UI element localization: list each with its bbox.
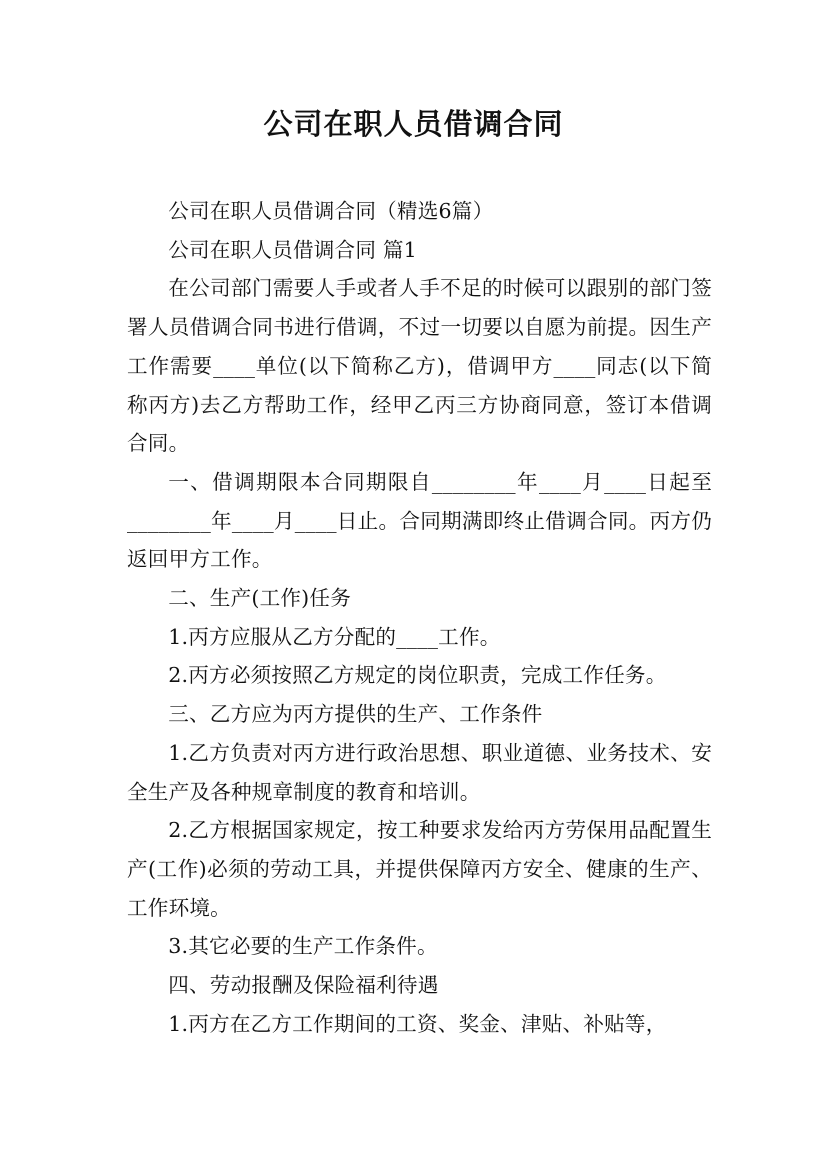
paragraph: 公司在职人员借调合同（精选6篇） xyxy=(168,199,494,223)
paragraph: 3.其它必要的生产工作条件。 xyxy=(168,934,438,959)
paragraph: 在公司部门需要人手或者人手不足的时候可以跟别的部门签署人员借调合同书进行借调，不过一切要以自愿为前提。因生产工作需要____单位(以下简称乙方)，借调甲方____同志(以下简称丙方)去乙方帮助工作，经甲乙丙三方协商同意，签订本借调合同。 xyxy=(127,276,712,456)
paragraph: 2.丙方必须按照乙方规定的岗位职责，完成工作任务。 xyxy=(168,663,667,688)
paragraph: 1.乙方负责对丙方进行政治思想、职业道德、业务技术、安全生产及各种规章制度的教育和培训。 xyxy=(127,740,712,804)
document-body xyxy=(127,192,712,1043)
paragraph: 2.乙方根据国家规定，按工种要求发给丙方劳保用品配置生产(工作)必须的劳动工具，并提供保障丙方安全、健康的生产、工作环境。 xyxy=(127,818,712,920)
paragraph: 1.丙方应服从乙方分配的____工作。 xyxy=(168,624,501,649)
paragraph: 一、借调期限本合同期限自________年____月____日起至________年____月____日止。合同期满即终止借调合同。丙方仍返回甲方工作。 xyxy=(127,469,712,572)
document-title: 公司在职人员借调合同 xyxy=(263,107,564,141)
paragraph: 二、生产(工作)任务 xyxy=(168,586,352,611)
paragraph: 四、劳动报酬及保险福利待遇 xyxy=(168,973,439,998)
paragraph: 三、乙方应为丙方提供的生产、工作条件 xyxy=(168,702,543,727)
paragraph: 公司在职人员借调合同 篇1 xyxy=(168,237,417,262)
paragraph: 1.丙方在乙方工作期间的工资、奖金、津贴、补贴等， xyxy=(168,1011,667,1036)
